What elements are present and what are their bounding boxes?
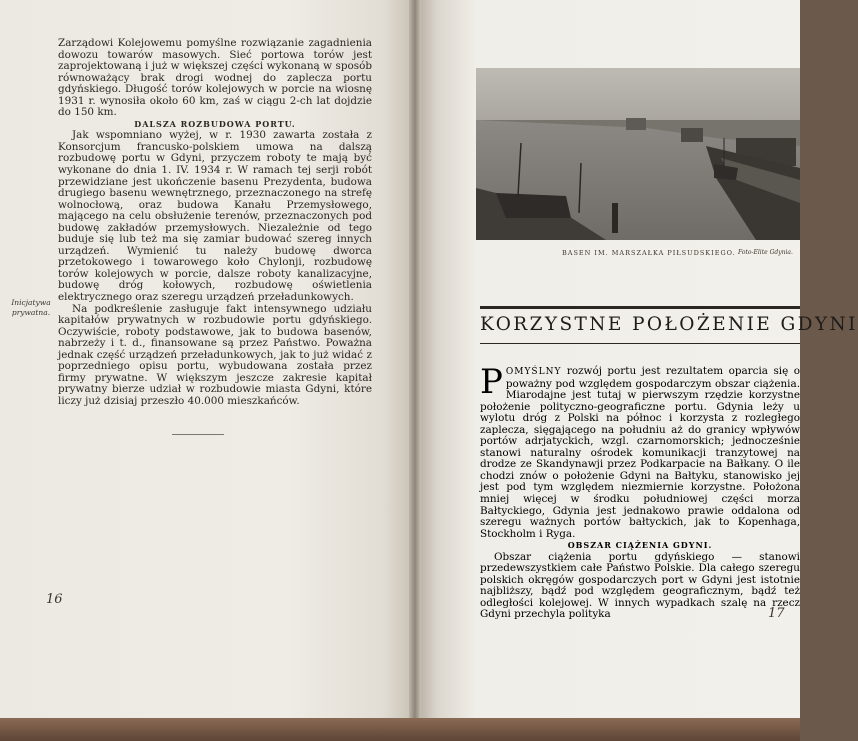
- margin-note: Inicjatywa prywatna.: [11, 298, 51, 317]
- photo-caption: BASEN IM. MARSZAŁKA PIŁSUDSKIEGO.: [562, 249, 736, 257]
- lead-word: OMYŚLNY: [505, 367, 562, 377]
- book-bottom-edge: [0, 718, 800, 741]
- left-page: [0, 0, 412, 724]
- right-text-column: [480, 362, 800, 621]
- chapter-title: KORZYSTNE POŁOŻENIE GDYNI: [480, 314, 858, 335]
- left-paragraph-2: Jak wspomniano wyżej, w r. 1930 zawarta została z Konsorcjum francusko-polskiem umowa na dalszą rozbudowę portu w Gdyni, przyczem roboty te mają być wykonane do dnia 1. IV. 1934 r. W ramach tej serji robót przewidziane jest ukończenie basenu Prezydenta, budowa drugiego basenu wewnętrznego, przeznaczonego na strefę wolnocłową, oraz budowa Kanału Przemysłowego, mającego na celu obsłużenie terenów, przeznaczonych pod budowę zakładów przemysłowych. Niezależnie od tego buduje się lub też ma się zamiar budować szereg innych urządzeń. Wymienić tu należy budowę dworca przetokowego i towarowego koło Chylonji, rozbudowę torów kolejowych w porcie, dalsze roboty kanalizacyjne, budowę dróg kołowych, rozbudowę oświetlenia elektrycznego oraz szeregu urządzeń przeładunkowych.: [58, 129, 372, 304]
- section-heading-obszar: OBSZAR CIĄŻENIA GDYNI.: [567, 540, 713, 551]
- left-page-number: 16: [46, 592, 63, 607]
- left-paragraph-1: Zarządowi Kolejowemu pomyślne rozwiązanie zagadnienia dowozu towarów masowych. Sieć portowa torów jest zaprojektowaną i już w większej części wykonaną w sposób równoważący brak drogi wodnej do zaplecza portu gdyńskiego. Długość torów kolejowych w porcie na wiosnę 1931 r. wynosiła około 60 km, zaś w ciągu 2-ch lat dojdzie do 150 km.: [58, 37, 372, 119]
- right-page-number: 17: [768, 606, 785, 621]
- title-rule-top: [480, 306, 800, 309]
- drop-cap: P: [480, 362, 503, 402]
- book-gutter: [409, 0, 421, 724]
- photo-credit: Foto-Elite Gdynia.: [738, 249, 793, 256]
- right-paragraph-1: [480, 362, 800, 540]
- left-paragraph-3: Na podkreślenie zasługuje fakt intensywnego udziału kapitałów prywatnych w rozbudowie portu gdyńskiego. Oczywiście, roboty podstawowe, jak to budowa basenów, nabrzeży i t. d., finansowane są przez Państwo. Poważna jednak część urządzeń przeładunkowych, jak to już widać z poprzedniego opisu portu, wybudowana została przez firmy prywatne. W większym jeszcze zakresie kapitał prywatny bierze udział w rozbudowie miasta Gdyni, które liczy już dzisiaj przeszło 40.000 mieszkańców.: [58, 302, 372, 407]
- title-rule-bottom: [480, 343, 800, 344]
- section-end-rule: [172, 434, 224, 435]
- right-paragraph-2: Obszar ciążenia portu gdyńskiego — stanowi przedewszystkiem całe Państwo Polskie. Dla całego szeregu polskich okręgów gospodarczych port w Gdyni jest istotnie najbliższy, bądź pod względem geograficznym, bądź też odległości kolejowej. W innych wypadkach szalę na rzecz Gdyni przechyla polityka: [480, 550, 800, 621]
- harbour-photo: [476, 68, 800, 240]
- right-paragraph-1-text: rozwój portu jest rezultatem oparcia się o poważny pod względem gospodarczym obszar ciążenia. Miarodajne jest tutaj w pierwszym rzędzie korzystne położenie polityczno-geograficzne portu. Gdynia leży u wylotu dróg z Polski na północ i korzysta z rozległego zaplecza, sięgającego na południu aż do granicy wpływów portów adrjatyckich, wzgl. czarnomorskich; jednocześnie stanowi naturalny ośrodek komunikacji tranzytowej na drodze ze Skandynawji przez Podkarpacie na Bałkany. O ile chodzi znów o położenie Gdyni na Bałtyku, stanowisko jej jest pod tym względem niezmiernie korzystne. Położona mniej więcej w środku południowej części morza Bałtyckiego, Gdynia jest jednakowo prawie oddalona od szeregu ważnych portów bałtyckich, jak to Kopenhaga, Stockholm i Ryga.: [480, 365, 800, 540]
- section-heading-dalsza-rozbudowa: DALSZA ROZBUDOWA PORTU.: [134, 118, 296, 129]
- left-text-column: [58, 38, 372, 408]
